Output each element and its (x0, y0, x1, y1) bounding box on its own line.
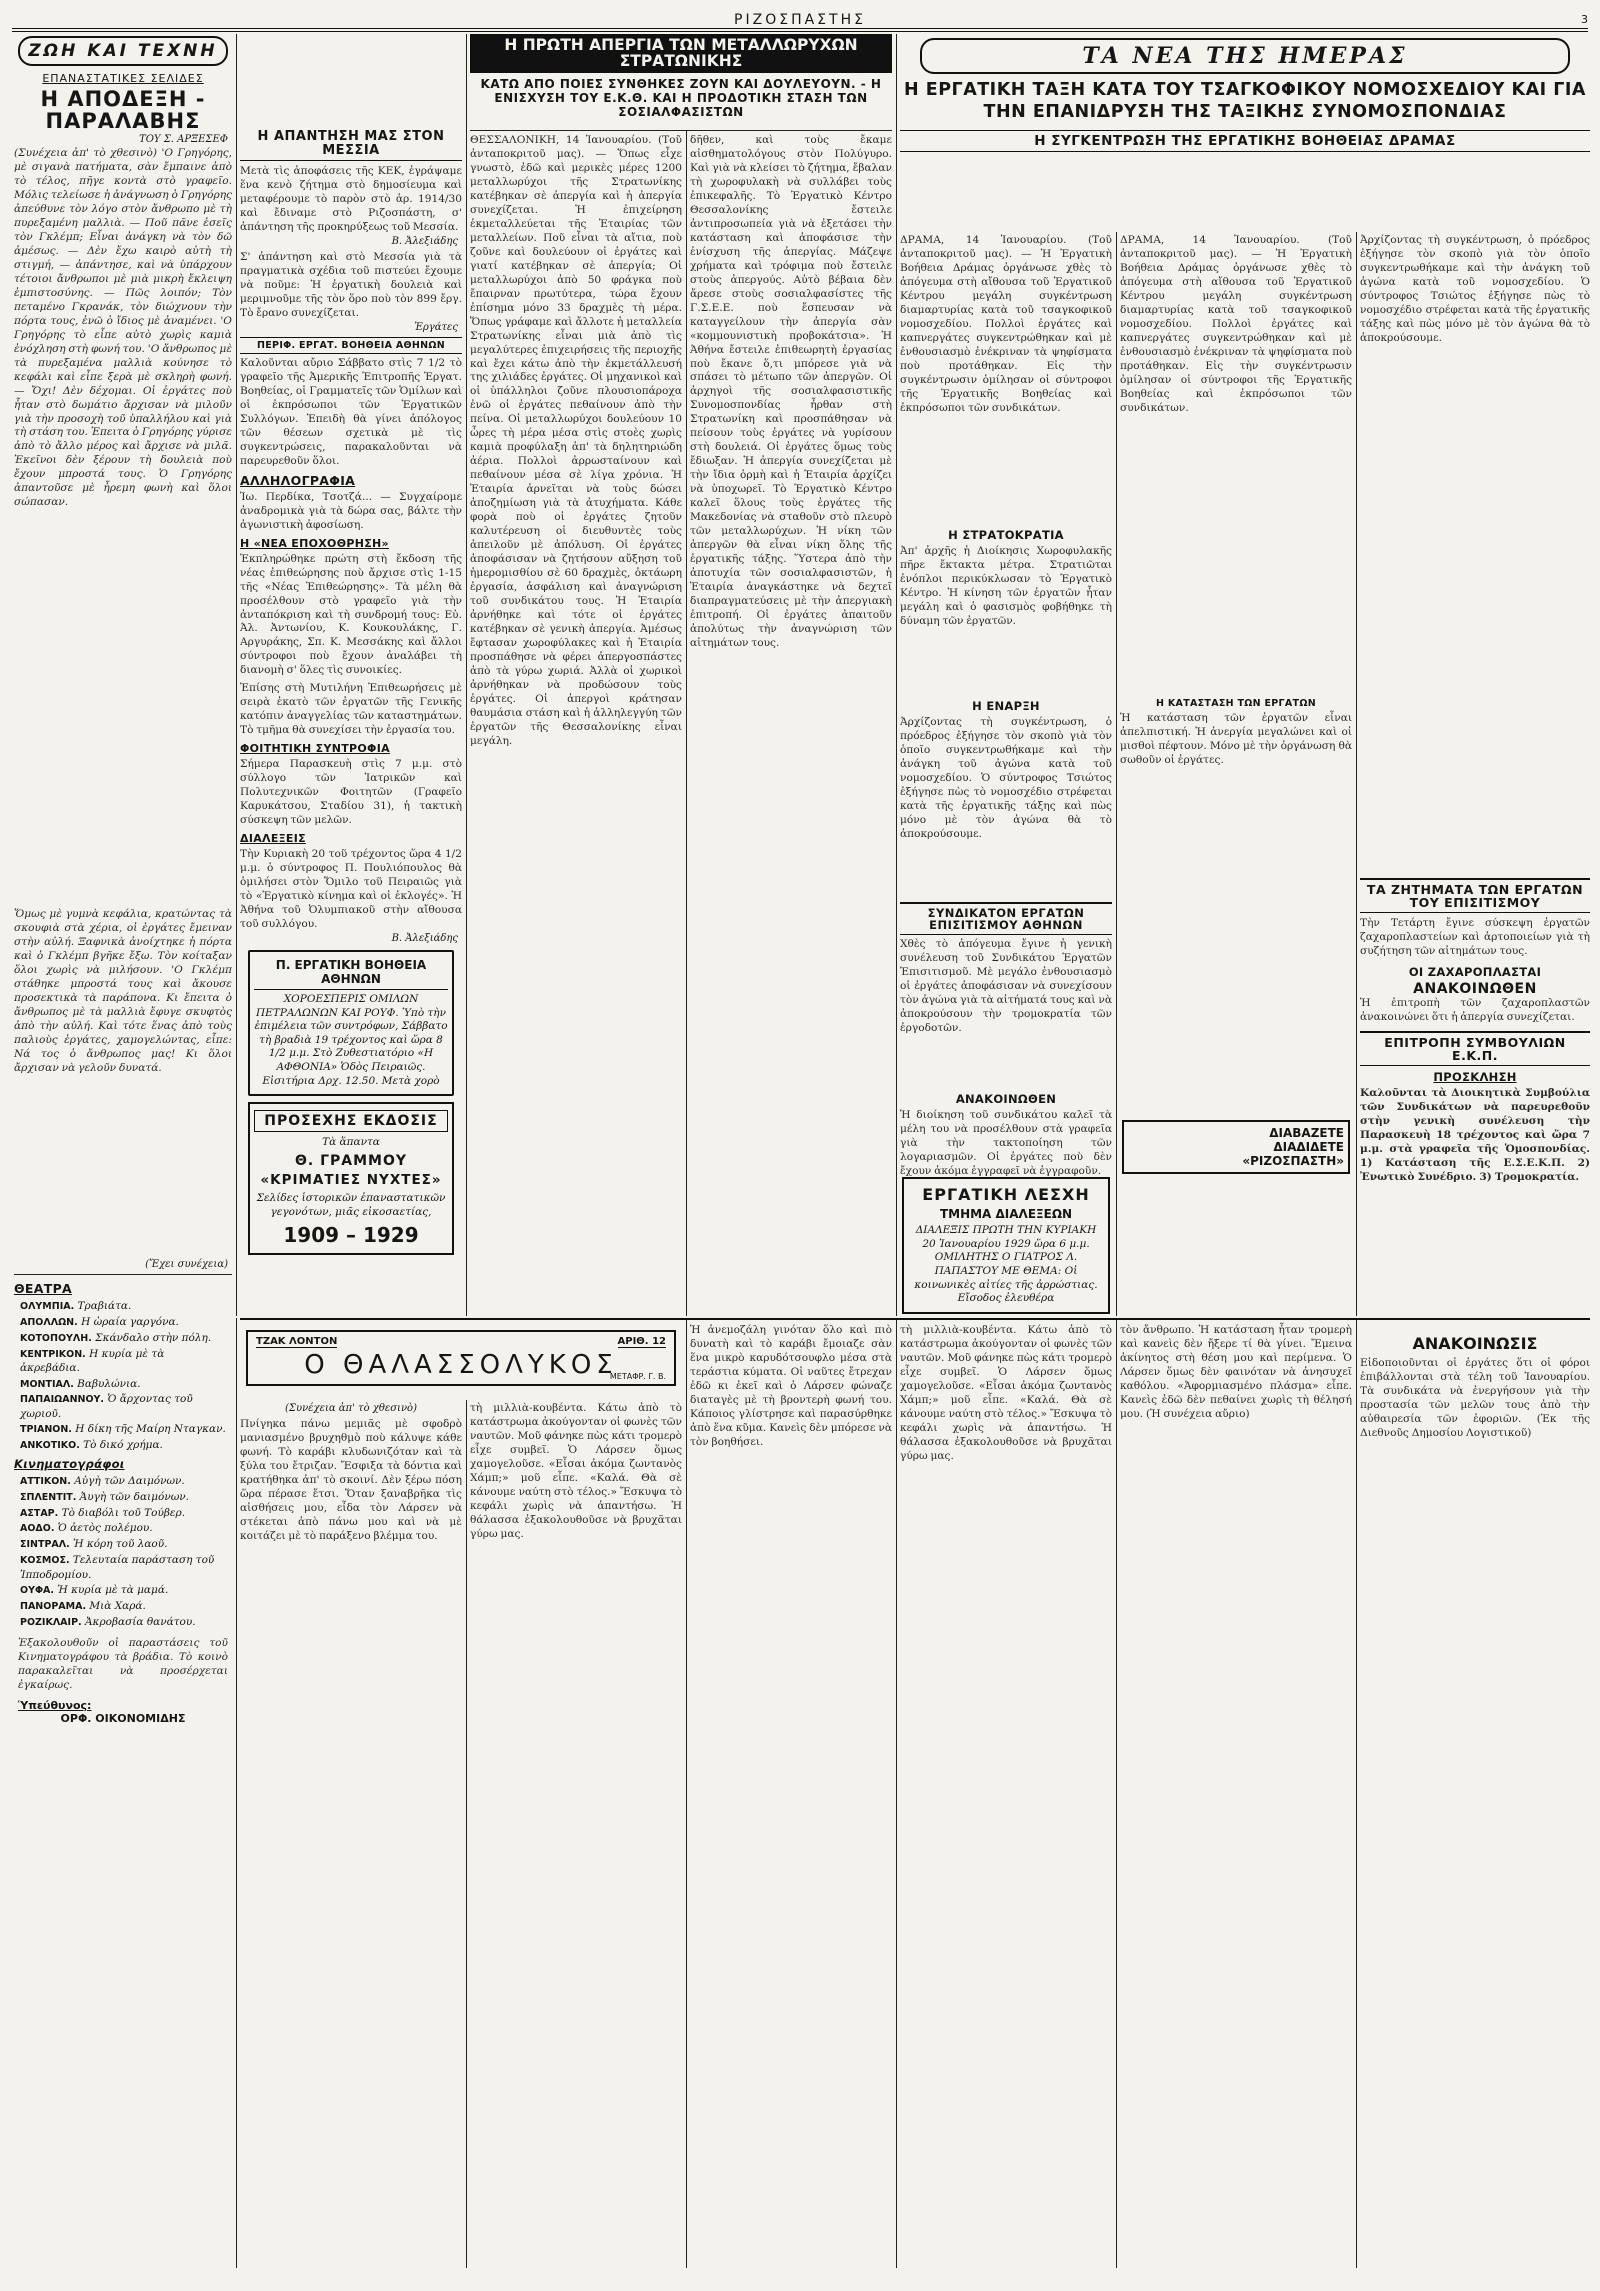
news-body-4: Χθὲς τὸ ἀπόγευμα ἔγινε ἡ γενικὴ συνέλευση τοῦ Συνδικάτου Ἐργατῶν Ἐπισιτισμοῦ. Μὲ μεγάλο ἐνθουσιασμὸ οἱ ἐργάτες ἀποφάσισαν νὰ συνεχίσουν τὸν ἀγώνα γιὰ τὰ αἰτήματά τους καὶ νὰ ἀποκρούσουν τὴν τρομοκρατία τῶν ἐργοδοτῶν. (900, 938, 1112, 1034)
serial-text-3: Ἡ ἀνεμοζάλη γινόταν ὅλο καὶ πιὸ δυνατὴ καὶ τὸ καράβι ἔμοιαζε σὰν ἕνα μικρὸ καρυδότσουφλο μέσα στὰ τεράστια κύματα. Οἱ ναῦτες ἔτρεχαν ἐδῶ κι ἐκεῖ καὶ ὁ Λάρσεν φώναζε διαταγὲς μὲ τὴ βροντερὴ φωνή του. Κάποιος γλίστρησε καὶ παρασύρθηκε ἀπὸ ἕνα κῦμα. Κανεὶς δὲν μπόρεσε νὰ τὸν βοηθήσει. (690, 1324, 892, 1448)
column-rule (1116, 232, 1117, 1316)
listing-venue: ΡΟΖΙΚΛΑΙΡ. (20, 1616, 82, 1628)
workers-club-ad (902, 1177, 1110, 1314)
strike-body-2: δῆθεν, καὶ τοὺς ἔκαμε αἰσθηματολόγους στὸν Πολύγυρο. Καὶ γιὰ νὰ κλείσει τὸ ζήτημα, ἔβαλαν τὴ χωροφυλακὴ νὰ συλλάβει τοὺς ἐπικεφαλῆς. Τὸ Ἐργατικὸ Κέντρο Θεσσαλονίκης ἔστειλε ἀντιπροσωπεία γιὰ νὰ ἐξετάσει τὴν κατάσταση καὶ ἀποφάσισε τὴν ἐνίσχυση τῆς ἀπεργίας. Μάζεψε χρήματα καὶ τρόφιμα ποὺ ἔστειλε στοὺς ἀπεργούς. Αὐτὸ βέβαια δὲν ἄρεσε στοὺς σοσιαλφασίστες τῆς Γ.Σ.Ε.Ε. ποὺ ἔσπευσαν νὰ καταγγείλουν τὴν ἀπεργία σὰν «κομμουνιστικὴ προβοκάτσια». Ἡ Ἀθήνα ἔστειλε ἐπιθεωρητὴ ἐργασίας ποὺ ἔκανε ὅ,τι μπόρεσε γιὰ νὰ σπάσει τὸ μέτωπο τῶν ἀπεργῶν. Οἱ ἀρχηγοὶ τῆς σοσιαλφασιστικῆς Συνομοσπονδίας ἦρθαν στὴ Στρατωνίκη καὶ προσπάθησαν νὰ πείσουν τοὺς ἐργάτες νὰ γυρίσουν στὴ δουλειά. Οἱ ἐργάτες ὅμως τοὺς ἔδιωξαν. Ἡ ἀπεργία συνεχίζεται μὲ τὴν ἴδια ὁρμὴ καὶ ἡ Ἑταιρία ἀρχίζει νὰ ὑποχωρεῖ. Τὸ Ἐργατικὸ Κέντρο καλεῖ ὅλους τοὺς ἐργάτες τῆς Μακεδονίας νὰ σταθοῦν στὸ πλευρὸ τῶν μεταλλωρύχων. Ἡ νίκη τῶν ἀπεργῶν θὰ εἶναι νίκη ὅλης τῆς ἐργατικῆς τάξης. Ὕστερα ἀπὸ τὴν ἀποτυχία τῶν σοσιαλφασιστῶν, ἡ Ἑταιρία ἀναγκάστηκε νὰ δεχτεῖ διαπραγματεύσεις μὲ τὴν ἀπεργιακὴ ἐπιτροπή. Οἱ ἐργάτες ἀπαιτοῦν ἀπολύτως τὴν ἀναγνώριση τῶν αἰτημάτων τους. (690, 134, 892, 649)
news-column-1 (900, 234, 1112, 1314)
book-ad-years: 1909 – 1929 (283, 1223, 419, 1248)
book-ad-book: «ΚΡΙΜΑΤΙΕΣ ΝΥΧΤΕΣ» (260, 1172, 442, 1188)
student-body: Σήμερα Παρασκευὴ στὶς 7 μ.μ. στὸ σύλλογο τῶν Ἰατρικῶν καὶ Πολυτεχνικῶν Φοιτητῶν (Γραφεῖο Καρυκάτσου, Σταδίου 31), ἡ τακτικὴ σύσκεψη τῶν μελῶν. (240, 758, 462, 827)
serial-column-3 (690, 1324, 892, 2268)
column-rule (236, 1318, 237, 2268)
serial-column-4 (900, 1324, 1112, 2268)
listing-venue: ΑΟΔΟ. (20, 1523, 55, 1535)
section-banner-life-art: ΖΩΗ ΚΑΙ ΤΕΧΝΗ (18, 36, 228, 66)
strike-column-2 (690, 134, 892, 1314)
serial-author: ΤΖΑΚ ΛΟΝΤΟΝ (256, 1336, 338, 1347)
club-text: ΔΙΑΛΕΞΙΣ ΠΡΩΤΗ ΤΗΝ ΚΥΡΙΑΚΗ 20 Ἰανουαρίου 1929 ὥρα 6 μ.μ. ΟΜΙΛΗΤΗΣ Ο ΓΙΑΤΡΟΣ Λ. ΠΑΠΑΣΤΟΥ ΜΕ ΘΕΜΑ: Οἱ κοινωνικὲς αἰτίες τῆς ἀρρώστιας. Εἴσοδος ἐλευθέρα (914, 1224, 1098, 1305)
serial-text-5: τὸν ἄνθρωπο. Ἡ κατάσταση ἦταν τρομερὴ καὶ κανεὶς δὲν ἤξερε τί θὰ γίνει. Ἔμεινα ἀκίνητος στὴ θέση μου καὶ περίμενα. Ὁ Λάρσεν ὅμως δὲν φαινόταν νὰ ἀνησυχεῖ καθόλου. «Ἀφορμιασμένο πλάσμα» εἶπε. Κανεὶς ἐδῶ δὲν πεθαίνει χωρὶς τὴ θέλησή μου. (Ἡ συνέχεια αὔριο) (1120, 1324, 1352, 1420)
ad-distribute: ΔΙΑΔΙΔΕΤΕ (1273, 1140, 1344, 1154)
book-ad (248, 1102, 454, 1255)
news-body-10: Ἡ ἐπιτροπὴ τῶν ζαχαροπλαστῶν ἀνακοινώνει ὅτι ἡ ἀπεργία συνεχίζεται. (1360, 996, 1590, 1023)
listing-venue: ΠΑΠΑΙΩΑΝΝΟΥ. (20, 1394, 105, 1406)
responsible-name: ΟΡΦ. ΟΙΚΟΝΟΜΙΔΗΣ (60, 1712, 186, 1726)
listing-show: Τελευταία παράσταση τοῦ Ἰπποδρομίου. (20, 1554, 215, 1581)
reply-headline: Η ΑΠΑΝΤΗΣΗ ΜΑΣ ΣΤΟΝ ΜΕΣΣΙΑ (240, 130, 462, 161)
section-rule (240, 1318, 1590, 1320)
announcements-heading: ΑΝΑΚΟΙΝΩΣΙΣ (1412, 1334, 1538, 1353)
news-column-3 (1360, 234, 1590, 1314)
announcements-column (1360, 1324, 1590, 2268)
club-title: ΕΡΓΑΤΙΚΗ ΛΕΣΧΗ (922, 1185, 1090, 1205)
listing-item (20, 1377, 226, 1392)
signature: Β. Ἀλεξιάδης (391, 932, 458, 944)
lectures-body: Τὴν Κυριακὴ 20 τοῦ τρέχοντος ὥρα 4 1/2 μ.μ. ὁ σύντροφος Π. Πουλιόπουλος θὰ ὁμιλήσει στὸν Ὅμιλο τοῦ Πειραιῶς γιὰ τὸ «Ἐργατικὸ κίνημα καὶ οἱ ἐκλογές». Ἡ Ἀθήνα τοῦ Ὀλυμπιακοῦ στὴν αἴθουσα τοῦ συλλόγου. (240, 848, 462, 930)
byline: ΤΟΥ Σ. ΑΡΞΕΣΕΦ (139, 134, 228, 146)
listing-item (20, 1553, 226, 1582)
column-rule (466, 1400, 467, 2268)
listing-show: Ὁ ἀετὸς πολέμου. (54, 1522, 153, 1535)
masthead (12, 6, 1588, 32)
listing-item (20, 1474, 226, 1489)
news-sub-military: Η ΣΤΡΑΤΟΚΡΑΤΙΑ (948, 528, 1064, 542)
news-subheadline: Η ΣΥΓΚΕΝΤΡΩΣΗ ΤΗΣ ΕΡΓΑΤΙΚΗΣ ΒΟΗΘΕΙΑΣ ΔΡΑΜΑΣ (900, 130, 1590, 152)
listing-venue: ΑΝΚΟΤΙΚΟ. (20, 1440, 80, 1452)
listing-item (20, 1347, 226, 1376)
listing-item (20, 1438, 226, 1453)
listing-show: Ἀκροβασία θανάτου. (81, 1615, 196, 1628)
serial-column-2 (470, 1402, 682, 2268)
strike-body-1: ΘΕΣΣΑΛΟΝΙΚΗ, 14 Ἰανουαρίου. (Τοῦ ἀνταποκριτοῦ μας). — Ὅπως εἶχε γνωστὸ, ἐδῶ καὶ μερικὲς μέρες 1200 μεταλλωρύχοι τῆς Στρατωνίκης κατέβηκαν σὲ ἀπεργία καὶ ἡ ἀπεργία συνεχίζεται. Ἡ ἐπιχείρηση ἐκμεταλλεύεται τῆς Ἑταιρίας τῶν μεταλλείων. Ποῦ εἶναι τὰ αἴτια, ποὺ ζοῦνε καὶ δουλεύουν οἱ ἐργάτες καὶ γιατί κατέβηκαν σὲ ἀπεργία; Οἱ μεταλλωρύχοι ἀπὸ 50 φράγκα ποὺ ἔπαιρναν πρωτύτερα, τώρα ἔχουν ἐπίσημα μόνο 33 δραχμὲς τὴ μέρα. Ὅπως γράφαμε καὶ ἄλλοτε ἡ μεταλλεία Στρατωνίκης εἶναι μιὰ ἀπὸ τὶς μεγαλύτερες ἐπιχειρήσεις τῆς περιοχῆς καὶ ἔχει κάτω ἀπὸ τὴν ἐκμετάλλευσή της χιλιάδες ἐργάτες. Οἱ μηχανικοὶ καὶ οἱ ὑπάλληλοι ζοῦνε πλουσιοπάροχα ἐνῶ οἱ ἐργάτες πεθαίνουν ἀπὸ τὴν πείνα. Οἱ μεταλλωρύχοι δουλεύουν 10 ὧρες τὴ μέρα μέσα στὶς στοὲς χωρὶς καμιὰ προφύλαξη ἀπ' τὰ δηλητηριώδη ἀέρια. Πολλοὶ ἀρρωσταίνουν καὶ πεθαίνουν μέσα σὲ λίγα χρόνια. Ἡ Ἑταιρία ἀρνεῖται νὰ τοὺς δώσει ἀποζημίωση γιὰ τὰ ἀτυχήματα. Κάθε φορὰ ποὺ οἱ ἐργάτες ζητοῦν καλυτέρευση οἱ διευθυντὲς τοὺς ἀπειλοῦν μὲ ἀπόλυση. Οἱ ἐργάτες ἀποφάσισαν νὰ ζητήσουν αὔξηση τοῦ ἡμερομισθίου σὲ 60 δραχμὲς, ὀκτάωρη ἐργασία, ἀσφάλιση καὶ ἀναγνώριση τοῦ συνδικάτου τους. Ἡ Ἑταιρία ἀρνήθηκε καὶ τότε οἱ ἐργάτες κατέβηκαν σὲ γενικὴ ἀπεργία. Ἀμέσως ἔφτασαν χωροφύλακες καὶ ἡ Ἑταιρία προσπάθησε νὰ φέρει ἀπεργοσπάστες ἀπὸ τὰ γύρω χωριά. Ἀλλὰ οἱ χωρικοὶ ἀρνήθηκαν νὰ προδώσουν τοὺς ἐργάτες. Οἱ ἀπεργοὶ κράτησαν θαυμάσια στάση καὶ ἡ ἀλληλεγγύη τῶν ἐργατῶν τῆς Θεσσαλονίκης εἶναι μεγάλη. (470, 134, 682, 747)
listing-show: Μιὰ Χαρά. (86, 1599, 146, 1612)
aid-body: Καλοῦνται αὔριο Σάββατο στὶς 7 1/2 τὸ γραφεῖο τῆς Ἀμερικῆς Ἐπιτροπῆς Ἐργατ. Βοηθείας, οἱ Γραμματεῖς τῶν Ὁμίλων καὶ οἱ ἐκπρόσωποι τῶν Ἐργατικῶν Συλλόγων. Ἐπειδὴ θὰ γίνει ἀπόλογος τῶν θέσεων σχετικὰ μὲ τὶς συγκεντρώσεις, παρακαλοῦνται νὰ παρευρεθοῦν ὅλοι. (240, 356, 462, 467)
news-headline: Η ΕΡΓΑΤΙΚΗ ΤΑΞΗ ΚΑΤΑ ΤΟΥ ΤΣΑΓΚΟΦΙΚΟΥ ΝΟΜΟΣΧΕΔΙΟΥ ΚΑΙ ΓΙΑ ΤΗΝ ΕΠΑΝΙΔΡΥΣΗ ΤΗΣ ΤΑΞΙΚΗΣ ΣΥΝΟΜΟΣΠΟΝΔΙΑΣ (904, 80, 1586, 122)
serial-translator: ΜΕΤΑΦΡ. Γ. Β. (609, 1372, 666, 1381)
news-body-8: Ἀρχίζοντας τὴ συγκέντρωση, ὁ πρόεδρος ἐξήγησε τὸν σκοπὸ γιὰ τὸν ὁποῖο συγκεντρωθήκαμε καὶ τὴν ἀνάγκη τοῦ ἀγώνα κατὰ τοῦ νομοσχεδίου. Ὁ σύντροφος Τσιώτος ἐξήγησε πὼς τὸ νομοσχέδιο στρέφεται κατὰ τῆς ἐργατικῆς τάξης καὶ πὼς μόνο μὲ τὸν ἀγώνα θὰ τὸ ἀποκρούσουμε. (1360, 234, 1590, 344)
listing-show: Αὐγὴ τῶν Δαιμόνων. (70, 1474, 185, 1487)
serial-continued: (Συνέχεια ἀπ' τὸ χθεσινὸ) (285, 1403, 417, 1414)
column-rule (686, 130, 687, 1316)
listing-item (20, 1615, 226, 1630)
strike-headline: Η ΠΡΩΤΗ ΑΠΕΡΓΙΑ ΤΩΝ ΜΕΤΑΛΛΩΡΥΧΩΝ ΣΤΡΑΤΩΝΙΚΗΣ (470, 34, 892, 73)
announce-heading: ΑΝΑΚΟΙΝΩΘΕΝ (955, 1092, 1057, 1107)
listing-venue: ΣΠΛΕΝΤΙΤ. (20, 1491, 77, 1503)
listing-venue: ΣΙΝΤΡΑΛ. (20, 1539, 70, 1551)
story-headline: Η ΑΠΟΔΕΞΗ - ΠΑΡΑΛΑΒΗΣ (40, 87, 206, 134)
listing-item (20, 1583, 226, 1598)
section-banner-news: ΤΑ ΝΕΑ ΤΗΣ ΗΜΕΡΑΣ (920, 38, 1570, 74)
new-epoch-body: Ἐκπληρώθηκε πρώτη στὴ ἔκδοση τῆς νέας ἐπιθεώρησης ποὺ ἄρχισε στὶς 1-15 τῆς «Νέας Ἐπιθεώρησης». Τὰ μέλη θὰ προσέλθουν στὸ γραφεῖο γιὰ τὴν ἀνταπόκριση καὶ τὴ συνδρομή τους: Εὐ. Ἀλ. Ἀντωνίου, Κ. Κουκουλάκης, Γ. Αργυράκης, Σπ. Κ. Μεσσάκης καὶ ἄλλοι σύντροφοι ποὺ ἔχουν ἀναλάβει τὴ διανομὴ σ' ὅλες τὶς συνοικίες. (240, 552, 462, 677)
listing-show: Τὸ δικό χρήμα. (79, 1439, 163, 1452)
column-life-and-art (14, 34, 232, 2274)
food-workers-headline: ΤΑ ΖΗΤΗΜΑΤΑ ΤΩΝ ΕΡΓΑΤΩΝ ΤΟΥ ΕΠΙΣΙΤΙΣΜΟΥ (1360, 878, 1590, 913)
listing-show: Ἀυγὴ τῶν δαιμόνων. (76, 1490, 189, 1503)
confectioners-heading: ΟΙ ΖΑΧΑΡΟΠΛΑΣΤΑΙ (1408, 965, 1542, 980)
strike-subheadline: ΚΑΤΩ ΑΠΟ ΠΟΙΕΣ ΣΥΝΘΗΚΕΣ ΖΟΥΝ ΚΑΙ ΔΟΥΛΕΥΟΥΝ. - Η ΕΝΙΣΧΥΣΗ ΤΟΥ Ε.Κ.Θ. ΚΑΙ Η ΠΡΟΔΟΤΙΚΗ ΣΤΑΣΗ ΤΩΝ ΣΟΣΙΑΛΦΑΣΙΣΤΩΝ (480, 76, 882, 120)
signature: Ἐργάτες (414, 321, 458, 333)
closing-note: Ἐξακολουθοῦν οἱ παραστάσεις τοῦ Κινηματογράφου τὰ βράδια. Τὸ κοινὸ παρακαλεῖται νὰ προσέρχεται ἐγκαίρως. (18, 1637, 228, 1692)
column-rule (1356, 1320, 1357, 2268)
listing-venue: ΟΛΥΜΠΙΑ. (20, 1301, 75, 1313)
masthead-name: ΡΙΖΟΣΠΑΣΤΗΣ (726, 12, 874, 28)
serial-column-1 (240, 1402, 462, 2268)
listing-venue: ΤΡΙΑΝΟΝ. (20, 1424, 72, 1436)
listing-show: Ἡ κόρη τοῦ λαοῦ. (69, 1538, 168, 1551)
serial-text-2: τὴ μιλλιὰ-κουβέντα. Κάτω ἀπὸ τὸ κατάστρωμα ἀκούγονταν οἱ φωνὲς τῶν ναυτῶν. Μοῦ φάνηκε πὼς κάτι τρομερὸ εἶχε συμβεῖ. Ὁ Λάρσεν ὅμως χαμογελοῦσε. «Εἶσαι ἀκόμα ζωντανὸς Χάμπ;» μοῦ εἶπε. «Καλά. Θὰ σὲ κάνουμε ναύτη στὸ τέλος.» Ἔσκυψα τὸ κεφάλι χωρὶς νὰ ἀπαντήσω. Ἡ θάλασσα ἐξακολουθοῦσε νὰ βρυχᾶται γύρω μας. (470, 1402, 682, 1540)
listing-venue: ΑΠΟΛΛΩΝ. (20, 1316, 78, 1328)
listing-venue: ΑΤΤΙΚΟΝ. (20, 1475, 71, 1487)
listing-item (20, 1599, 226, 1614)
news-body-6: ΔΡΑΜΑ, 14 Ἰανουαρίου. (Τοῦ ἀνταποκριτοῦ μας). — Ἡ Ἐργατικὴ Βοήθεια Δράμας ὀργάνωσε χθὲς τὸ ἀπόγευμα στὴ αἴθουσα τοῦ Ἐργατικοῦ Κέντρου μεγάλη συγκέντρωση διαμαρτυρίας κατὰ τοῦ τσαγκοφικοῦ νομοσχεδίου. Πολλοὶ ἐργάτες καὶ καπνεργάτες συγκεντρώθηκαν καὶ μὲ ἐνθουσιασμὸ ἐνέκριναν τὰ ψηφίσματα ποὺ προτάθηκαν. Εἰς τὴν συγκέντρωσιν ὁμίλησαν οἱ σύντροφοι τῆς Ἐργατικῆς Βοηθείας καὶ ἐκπρόσωποι τῶν συνδικάτων. (1120, 234, 1352, 414)
column-rule (686, 1320, 687, 2268)
committee-headline: ΕΠΙΤΡΟΠΗ ΣΥΜΒΟΥΛΙΩΝ Ε.Κ.Π. (1360, 1031, 1590, 1066)
aid-headline: ΠΕΡΙΦ. ΕΡΓΑΤ. ΒΟΗΘΕΙΑ ΑΘΗΝΩΝ (240, 337, 462, 354)
club-sub: ΤΜΗΜΑ ΔΙΑΛΕΞΕΩΝ (939, 1207, 1073, 1222)
ad-title: Π. ΕΡΓΑΤΙΚΗ ΒΟΗΘΕΙΑ ΑΘΗΝΩΝ (254, 958, 448, 990)
kicker: ΕΠΑΝΑΣΤΑΤΙΚΕΣ ΣΕΛΙΔΕΣ (42, 72, 204, 85)
strike-header (470, 34, 892, 130)
correspondence-body: Ἰω. Περδίκα, Τσοτζά... — Συγχαίρομε ἀναδρομικὰ γιὰ τὰ δώρα σας, βάλτε τὴν ἀγωνιστικὴ ἀφοσίωση. (240, 490, 462, 531)
listing-show: Σκάνδαλο στὴν πόλη. (91, 1331, 212, 1344)
listing-venue: ΑΣΤΑΡ. (20, 1507, 59, 1519)
column-rule (466, 34, 467, 1316)
serial-title-box (246, 1330, 676, 1386)
listing-venue: ΠΑΝΟΡΑΜΑ. (20, 1600, 87, 1612)
reply-body: Μετὰ τὶς ἀποφάσεις τῆς ΚΕΚ, ἐγράψαμε ἕνα κενὸ ζήτημα στὸ δημοσίευμα καὶ μεταφέρουμε τὸ παρὸν στὸ ἀρ. 1914/30 καὶ ἔδιναμε στὸ Ριζοσπάστη, σ' ἀπάντηση τῆς προκηρύξεως τοῦ Μεσσία. (240, 165, 462, 234)
small-heading: Η ΚΑΤΑΣΤΑΣΗ ΤΩΝ ΕΡΓΑΤΩΝ (1156, 698, 1316, 709)
confectioners-announce: ΑΝΑΚΟΙΝΩΘΕΝ (1413, 981, 1537, 998)
column-rule (236, 34, 237, 1316)
divider (470, 130, 892, 131)
listing-item (20, 1490, 226, 1505)
listing-show: Η κυρία μὲ τὰ ἀκρεβάδια. (20, 1347, 165, 1375)
story-body: (Συνέχεια ἀπ' τὸ χθεσινὸ) 'Ο Γρηγόρης, μὲ σιγανὰ πατήματα, σὰν ἔμπαινε ἀπὸ τὸ τέλος, πῆγε κοντὰ στὸ γραφεῖο. Μόλις τελείωσε ἡ ἀνάγνωση ὁ Γρηγόρης ἀπεύθυνε τὸν λόγο στὸν ἄνθρωπο μὲ τὴ πυρεξαμένη μαλλιὰ. — Ποῦ πᾶνε ἐσεῖς τὸν Γκλέμπ; Εἶναι ἀνάγκη νὰ τὸν δῶ ἀμέσως. — Δὲν ἔχω καιρὸ αὐτὴ τὴ στιγμή, — ἀπάντησε, καὶ νὰ ὑπάρχουν τέτοιοι ἄνθρωποι μὲ μιὰ μικρὴ ἔκλειψη ἐμπιστοσύνης. — Πῶς λοιπόν; Τὸν πεταμένο Γκρανάκ, τὸν διώχνουν τὴν πόρτα τους, ἐνῶ ὁ ἴδιος μὲ ἀναμένει. 'Ο Γρηγόρης τὸ εἶπε αὐτὸ χωρὶς καμιὰ ἐνόχληση στὴ φωνή του. 'Ο ἄνθρωπος μὲ τὰ πυρεξαμένα μαλλιὰ κούνησε τὸ κεφάλι καὶ εἶπε ξερὰ μὲ σκληρὴ φωνή. — Ὄχι! Δὲν δέχομαι. Οἱ ἐργάτες ποὺ ἦταν στὸ δωμάτιο ἄρχισαν νὰ μιλοῦν γιὰ τὴν προσοχὴ τοῦ ὑπαλλήλου καὶ γιὰ τὴ στάση του. Ἐπειτα ὁ Γρηγόρης γύρισε ἀπὸ τὸ ἄλλο μέρος καὶ ἄρχισε νὰ μιλᾶ. Ἐκεῖνοι δὲν ξέρουν τὴ δουλειὰ ποὺ ἔχουν μπροστά τους. Ὁ Γρηγόρης ἀπαντοῦσε μὲ ἦρεμη φωνὴ καὶ ὅλοι σώπασαν. (14, 147, 232, 509)
serial-header (240, 1322, 682, 1402)
listing-item (20, 1315, 226, 1330)
lectures-heading: ΔΙΑΛΕΞΕΙΣ (240, 832, 306, 846)
read-distribute-ad (1122, 1120, 1350, 1174)
theatres-heading: ΘΕΑΤΡΑ (14, 1281, 73, 1297)
story-body-continued: Ὅμως μὲ γυμνὰ κεφάλια, κρατώντας τὰ σκουφιὰ στὰ χέρια, οἱ ἐργάτες ἔμειναν στὴν αὐλή. Ξαφνικὰ ἀνοίχτηκε ἡ πόρτα καὶ ὁ Γκλέμπ βγῆκε ἔξω. Τὸν κοίταξαν ὅλοι χωρὶς νὰ μιλήσουν. 'Ο Γκλέμπ στάθηκε μπροστά τους καὶ ἄκουσε προσεκτικὰ τὰ παράπονα. Κι ἔπειτα ὁ ἄνθρωπος μὲ τὰ μαλλιὰ ἔφυγε σκυφτὸς ἀπὸ τὴν αὐλή. Καὶ τότε ἕνας ἀπὸ τοὺς παλιοὺς ἐργάτες, χαμογελώντας, εἶπε: Νά τος ὁ ἄνθρωπος μας! Κι ὅλοι ἄρχισαν νὰ γελοῦν δυνατά. (14, 908, 232, 1074)
news-sub-opening: Η ΕΝΑΡΞΗ (972, 699, 1040, 713)
book-ad-sub: Τὰ ἅπαντα (322, 1136, 380, 1149)
column-rule (896, 34, 897, 1316)
listing-item (20, 1299, 226, 1314)
invitation-heading: ΠΡΟΣΚΛΗΣΗ (1433, 1070, 1517, 1085)
theatre-list (14, 1299, 232, 1453)
listing-item (20, 1537, 226, 1552)
serial-column-5 (1120, 1324, 1352, 2268)
news-body-7: Ἡ κατάσταση τῶν ἐργατῶν εἶναι ἀπελπιστική. Ἡ ἀνεργία μεγαλώνει καὶ οἱ μισθοὶ πέφτουν. Μόνο μὲ τὴν ὀργάνωση θὰ σωθοῦν οἱ ἐργάτες. (1120, 712, 1352, 766)
listing-venue: ΚΟΤΟΠΟΥΛΗ. (20, 1332, 92, 1344)
book-ad-author: Θ. ΓΡΑΜΜΟΥ (294, 1153, 407, 1169)
news-body-3: Ἀρχίζοντας τὴ συγκέντρωση, ὁ πρόεδρος ἐξήγησε τὸν σκοπὸ γιὰ τὸν ὁποῖο συγκεντρωθήκαμε καὶ τὴν ἀνάγκη τοῦ ἀγώνα κατὰ τοῦ νομοσχεδίου. Ὁ σύντροφος Τσιώτος ἐξήγησε πὼς τὸ νομοσχέδιο στρέφεται κατὰ τῆς ἐργατικῆς τάξης καὶ πὼς μόνο μὲ τὸν ἀγώνα θὰ τὸ ἀποκρούσουμε. (900, 716, 1112, 840)
column-rule (896, 1320, 897, 2268)
reply-body-2: Σ' ἀπάντηση καὶ στὸ Μεσσία γιὰ τὰ πραγματικὰ σχέδια τοῦ πιστεύει ἔχουμε νὰ ποῦμε: Ἡ ἐργατικὴ δουλειὰ καὶ μεριμνοῦμε τῆς τὸν ὅρο ποὺ τὸν 899 ἔργ. Τὸ ἔρανο συνεχίζεται. (240, 251, 462, 319)
listing-item (20, 1521, 226, 1536)
news-of-day-header (900, 34, 1590, 230)
listing-item (20, 1392, 226, 1421)
news-body-5: Ἡ διοίκηση τοῦ συνδικάτου καλεῖ τὰ μέλη του νὰ προσέλθουν στὰ γραφεῖα γιὰ τὴν τακτοποίηση τῶν λογαριασμῶν. Οἱ ἐργάτες ποὺ δὲν ἔχουν ἀκόμα ἐγγραφεῖ νὰ ἐγγραφοῦν. (900, 1109, 1112, 1177)
new-epoch-heading: Η «ΝΕΑ ΕΠΟΧΟΘΡΗΣΗ» (240, 536, 389, 550)
dance-event-ad (248, 950, 454, 1096)
listing-show: Βαβυλώνια. (73, 1377, 141, 1390)
news-body-1: ΔΡΑΜΑ, 14 Ἰανουαρίου. (Τοῦ ἀνταποκριτοῦ μας). — Ἡ Ἐργατικὴ Βοήθεια Δράμας ὀργάνωσε χθὲς τὸ ἀπόγευμα στὴ αἴθουσα τοῦ Ἐργατικοῦ Κέντρου μεγάλη συγκέντρωση διαμαρτυρίας κατὰ τοῦ τσαγκοφικοῦ νομοσχεδίου. Πολλοὶ ἐργάτες καὶ καπνεργάτες συγκεντρώθηκαν καὶ μὲ ἐνθουσιασμὸ ἐνέκριναν τὰ ψηφίσματα ποὺ προτάθηκαν. Εἰς τὴν συγκέντρωσιν ὁμίλησαν οἱ σύντροφοι τῆς Ἐργατικῆς Βοηθείας καὶ ἐκπρόσωποι τῶν συνδικάτων. (900, 234, 1112, 414)
listing-show: Τραβιάτα. (74, 1300, 132, 1313)
column-rule (1116, 1320, 1117, 2268)
listing-item (20, 1422, 226, 1437)
signature: Β. Ἀλεξιάδης (391, 236, 458, 248)
strike-column-1 (470, 134, 682, 1314)
news-body-11: Καλοῦνται τὰ Διοικητικὰ Συμβούλια τῶν Συνδικάτων νὰ παρευρεθοῦν στὴν γενικὴ συνέλευση τὴν Παρασκευὴ 18 τρέχοντος καὶ ὥρα 7 μ.μ. στὰ γραφεῖα τῆς Ὁμοσπονδίας. 1) Κατάσταση τῆς Ε.Σ.Ε.Κ.Π. 2) Ἐνωτικὸ Συνέδριο. 3) Τρομοκρατία. (1360, 1087, 1590, 1183)
serial-number: ΑΡΙΘ. 12 (617, 1336, 666, 1347)
ad-read: ΔΙΑΒΑΖΕΤΕ (1269, 1126, 1344, 1140)
student-heading: ΦΟΙΤΗΤΙΚΗ ΣΥΝΤΡΟΦΙΑ (240, 742, 390, 756)
serial-title: Ο ΘΑΛΑΣΣΟΛΥΚΟΣ (304, 1350, 618, 1380)
listing-item (20, 1506, 226, 1521)
news-column-2 (1120, 234, 1352, 1314)
listing-show: Ὁ ἄρχοντας τοῦ χωριοῦ. (20, 1393, 193, 1421)
listing-venue: ΚΟΣΜΟΣ. (20, 1555, 70, 1566)
divider (14, 1274, 232, 1275)
responsible-label: Ὑπεύθυνος: (18, 1699, 92, 1713)
listing-venue: ΚΕΝΤΡΙΚΟΝ. (20, 1348, 86, 1360)
correspondence-heading: ΑΛΛΗΛΟΓΡΑΦΙΑ (240, 472, 356, 488)
serial-text-1: Πνίγηκα πάνω μεμιᾶς μὲ σφοδρὸ μανιασμένο βρυχηθμὸ ποὺ κάλυψε κάθε φωνή. Τὸ καράβι κλυδωνιζόταν καὶ τὰ ξύλα του ἔτριζαν. Ἔσφιξα τὰ δόντια καὶ κρατήθηκα ἀπ' τὸ σκοινί. Δὲν ξέρω πόση ὥρα πέρασε ἔτσι. Ὅταν ξαναβρῆκα τὶς αἰσθήσεις μου, εἶδα τὸν Λάρσεν νὰ στέκεται ἀπὸ πάνω μου καὶ νὰ μὲ κοιτάζει μὲ τὸ παράξενο βλέμμα του. (240, 1418, 462, 1542)
listing-show: Ἡ κυρία μὲ τὰ μαμά. (54, 1583, 169, 1596)
continued-note: (Ἔχει συνέχεια) (145, 1259, 228, 1271)
listing-venue: ΜΟΝΤΙΑΛ. (20, 1378, 74, 1390)
ad-paper: «ΡΙΖΟΣΠΑΣΤΗ» (1242, 1154, 1344, 1168)
news-body-9: Τὴν Τετάρτη ἔγινε σύσκεψη ἐργατῶν ζαχαροπλαστείων καὶ ἀρτοποιείων γιὰ τὴ συζήτηση τῶν αἰτημάτων τους. (1360, 917, 1590, 958)
cinema-list (14, 1474, 232, 1629)
announcements-text: Εἰδοποιοῦνται οἱ ἐργάτες ὅτι οἱ φόροι ἐπιβάλλονται στὰ τέλη τοῦ Ἰανουαρίου. Τὰ συνδικάτα νὰ ἐνεργήσουν γιὰ τὴν προστασία τῶν μελῶν τους ἀπὸ τὴν αὐθαιρεσία τῶν ἐφοριῶν. (Ἐκ τῆς Διεθνοῦς Δημοσίου Λογιστικοῦ) (1360, 1357, 1590, 1439)
book-ad-desc: Σελίδες ἱστορικῶν ἐπαναστατικῶν γεγονότων, μιᾶς εἰκοσαετίας, (256, 1192, 446, 1218)
ad-text: ΧΟΡΟΕΣΠΕΡΙΣ ΟΜΙΛΩΝ ΠΕΤΡΑΛΩΝΩΝ ΚΑΙ ΡΟΥΦ. Ὑπὸ τὴν ἐπιμέλεια τῶν συντρόφων, Σάββατο τὴ βραδιὰ 19 τρέχοντος καὶ ὥρα 8 1/2 μ.μ. Στὸ Ζυθεστιατόριο «Η ΑΦΘΟΝΙΑ» Ὁδὸς Πειραιῶς. Εἰσιτήρια Δρχ. 12.50. Μετὰ χορὸ (254, 992, 448, 1087)
listing-item (20, 1331, 226, 1346)
cinemas-heading: Κινηματογράφοι (14, 1456, 125, 1471)
news-body-2: Ἀπ' ἀρχῆς ἡ Διοίκησις Χωροφυλακῆς πῆρε ἔκτακτα μέτρα. Στρατιῶται ἐνόπλοι περικύκλωσαν τὸ Ἐργατικὸ Κέντρο. Ἡ κίνηση τῶν ἐργατῶν ἦταν μεγάλη καὶ ὁ φασισμὸς φοβήθηκε τὴ δύναμη τῶν ἐργατῶν. (900, 545, 1112, 627)
listing-show: Η ὡραία γαργόνα. (77, 1315, 179, 1328)
listing-venue: ΟΥΦΑ. (20, 1584, 54, 1596)
listing-show: Η δίκη τῆς Μαίρη Νταγκαν. (71, 1423, 226, 1436)
column-2 (240, 130, 462, 1316)
listing-show: Τὸ διαβόλι τοῦ Τούβερ. (58, 1506, 186, 1519)
column-rule (1356, 232, 1357, 1316)
page-number: 3 (1581, 13, 1588, 26)
serial-text-4: τὴ μιλλιὰ-κουβέντα. Κάτω ἀπὸ τὸ κατάστρωμα ἀκούγονταν οἱ φωνὲς τῶν ναυτῶν. Μοῦ φάνηκε πὼς κάτι τρομερὸ εἶχε συμβεῖ. Ὁ Λάρσεν ὅμως χαμογελοῦσε. «Εἶσαι ἀκόμα ζωντανὸς Χάμπ;» μοῦ εἶπε. «Καλά. Θὰ σὲ κάνουμε ναύτη στὸ τέλος.» Ἔσκυψα τὸ κεφάλι χωρὶς νὰ ἀπαντήσω. Ἡ θάλασσα ἐξακολουθοῦσε νὰ βρυχᾶται γύρω μας. (900, 1324, 1112, 1462)
union-headline: ΣΥΝΔΙΚΑΤΟΝ ΕΡΓΑΤΩΝ ΕΠΙΣΙΤΙΣΜΟΥ ΑΘΗΝΩΝ (900, 902, 1112, 935)
new-epoch-body-2: Ἐπίσης στὴ Μυτιλήνη Ἐπιθεωρήσεις μὲ σειρὰ ἑκατὸ τῶν ἐργατῶν τῆς Γενικῆς κατόπιν ἀναγγελίας τῶν καταστημάτων. Τὸ τμῆμα θὰ συνεχίσει τὴν ἐργασία του. (240, 682, 462, 737)
book-ad-title: ΠΡΟΣΕΧΗΣ ΕΚΔΟΣΙΣ (254, 1110, 448, 1132)
